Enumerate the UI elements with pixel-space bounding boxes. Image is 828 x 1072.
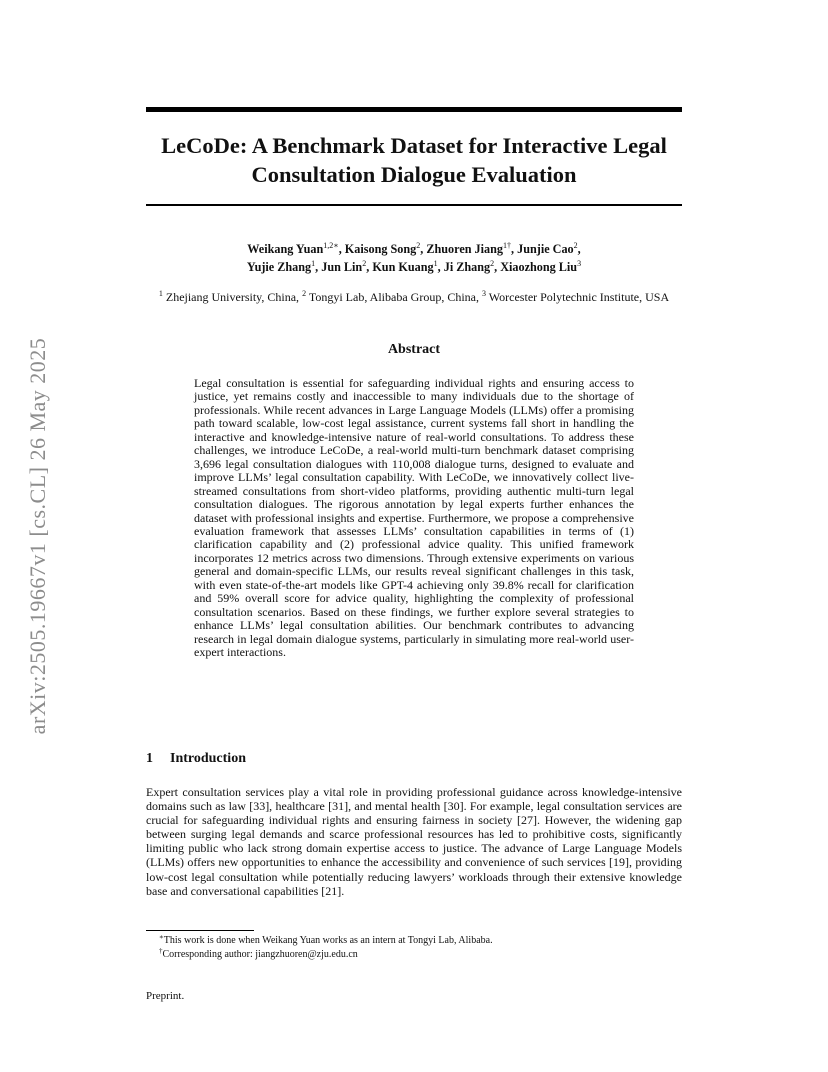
footnote-2	[159, 948, 679, 962]
affiliation-text: Zhejiang University, China,	[165, 290, 300, 304]
title-line-2: Consultation Dialogue Evaluation	[251, 162, 577, 187]
author-affiliation-mark: 2	[416, 241, 421, 250]
abstract-body: Legal consultation is essential for safeguarding individual rights and ensuring access to justice, yet remains costly and inaccessible to many individuals due to the shortage of professionals. While recent advances in Large Language Models (LLMs) offer a promising path toward scalable, low-cost legal assistance, current systems fall short in handling the interactive and knowledge-intensive nature of real-world consultations. To address these challenges, we introduce LeCoDe, a real-world multi-turn benchmark dataset comprising 3,696 legal consultation dialogues with 110,008 dialogue turns, designed to evaluate and improve LLMs’ legal consultation capability. With LeCoDe, we innovatively collect live-streamed consultations from short-video platforms, providing authentic multi-turn legal consultation dialogues. The rigorous annotation by legal experts further enhances the dataset with professional insights and expertise. Furthermore, we propose a comprehensive evaluation framework that assesses LLMs’ consultation capabilities in terms of (1) clarification capability and (2) professional advice quality. This unified framework incorporates 12 metrics across two dimensions. Through extensive experiments on various general and domain-specific LLMs, our results reveal significant challenges in this task, with even state-of-the-art models like GPT-4 achieving only 39.8% recall for clarification and 59% overall score for advice quality, highlighting the complexity of professional consultation scenarios. Based on these findings, we further explore several strategies to enhance LLMs’ legal consultation abilities. Our benchmark contributes to advancing research in legal domain dialogue systems, particularly in simulating more real-world user-expert interactions.	[194, 376, 634, 660]
author-affiliation-mark: 2	[573, 241, 578, 250]
footnotes	[159, 934, 679, 962]
author-affiliation-mark: 1	[503, 241, 508, 250]
author-name: Zhuoren Jiang	[426, 242, 504, 256]
abstract-heading: Abstract	[387, 342, 441, 357]
section-heading-introduction	[146, 751, 682, 767]
author-list: Weikang Yuan$^{1,2∗}$, Kaisong Song$^2$, Zhuoren Jiang$^{1\dagger}$, Junjie Cao$^2$, Yujie Zhang$^1$, Jun Lin$^2$, Kun Kuang$^1$, Ji Zhang$^2$, Xiaozhong Liu$^3$	[246, 241, 582, 274]
author-affiliation-mark: 1	[311, 259, 316, 268]
affiliation-text: Tongyi Lab, Alibaba Group, China,	[308, 290, 479, 304]
section-number: 1	[146, 751, 153, 766]
author-footnote-mark: †	[507, 241, 512, 250]
title-top-rule	[146, 107, 682, 112]
author-name: Jun Lin	[321, 260, 363, 274]
affiliation-mark: 2	[302, 289, 307, 298]
author-affiliation-mark: 3	[577, 259, 582, 268]
paper-title	[146, 131, 682, 189]
arxiv-identifier-stamp: arXiv:2505.19667v1 [cs.CL] 26 May 2025	[25, 337, 50, 735]
author-name: Weikang Yuan	[247, 242, 324, 256]
author-affiliation-mark: 2	[362, 259, 367, 268]
preprint-label: Preprint.	[146, 990, 185, 1002]
footnote-text: Corresponding author: jiangzhuoren@zju.edu.cn	[162, 949, 358, 960]
footnote-mark: †	[159, 947, 163, 955]
author-name: Ji Zhang	[443, 260, 491, 274]
author-affiliation-mark: 1	[433, 259, 438, 268]
author-affiliation-mark: 1,2	[323, 241, 334, 250]
author-name: Yujie Zhang	[246, 260, 312, 274]
affiliation-text: Worcester Polytechnic Institute, USA	[488, 290, 670, 304]
section-title: Introduction	[170, 751, 246, 766]
footnote-1	[159, 934, 679, 948]
author-name: Junjie Cao	[517, 242, 574, 256]
footnote-mark: ∗	[159, 933, 164, 941]
author-name: Kaisong Song	[344, 242, 417, 256]
footnote-rule	[146, 930, 254, 931]
author-footnote-mark: ∗	[333, 241, 339, 250]
affiliation-mark: 1	[158, 289, 163, 298]
title-line-1: LeCoDe: A Benchmark Dataset for Interactive Legal	[161, 133, 667, 158]
author-affiliation-mark: 2	[490, 259, 495, 268]
footnote-text: This work is done when Weikang Yuan works as an intern at Tongyi Lab, Alibaba.	[163, 935, 493, 946]
introduction-paragraph: Expert consultation services play a vital role in providing professional guidance across knowledge-intensive domains such as law [33], healthcare [31], and mental health [30]. For example, legal consultation services are crucial for safeguarding individual rights and ensuring fairness in society [27]. However, the widening gap between surging legal demands and scarce professional resources has led to prohibitive costs, significantly limiting public who lack strong domain expertise access to justice. The advance of Large Language Models (LLMs) offers new opportunities to enhance the accessibility and convenience of such services [19], providing low-cost legal consultation while potentially reducing lawyers’ workloads through their extensive knowledge base and conversational capabilities [21].	[146, 785, 682, 898]
author-name: Kun Kuang	[372, 260, 434, 274]
affiliation-mark: 3	[482, 289, 486, 298]
affiliations	[60, 289, 768, 305]
author-name: Xiaozhong Liu	[500, 260, 578, 274]
title-bottom-rule	[146, 204, 682, 206]
